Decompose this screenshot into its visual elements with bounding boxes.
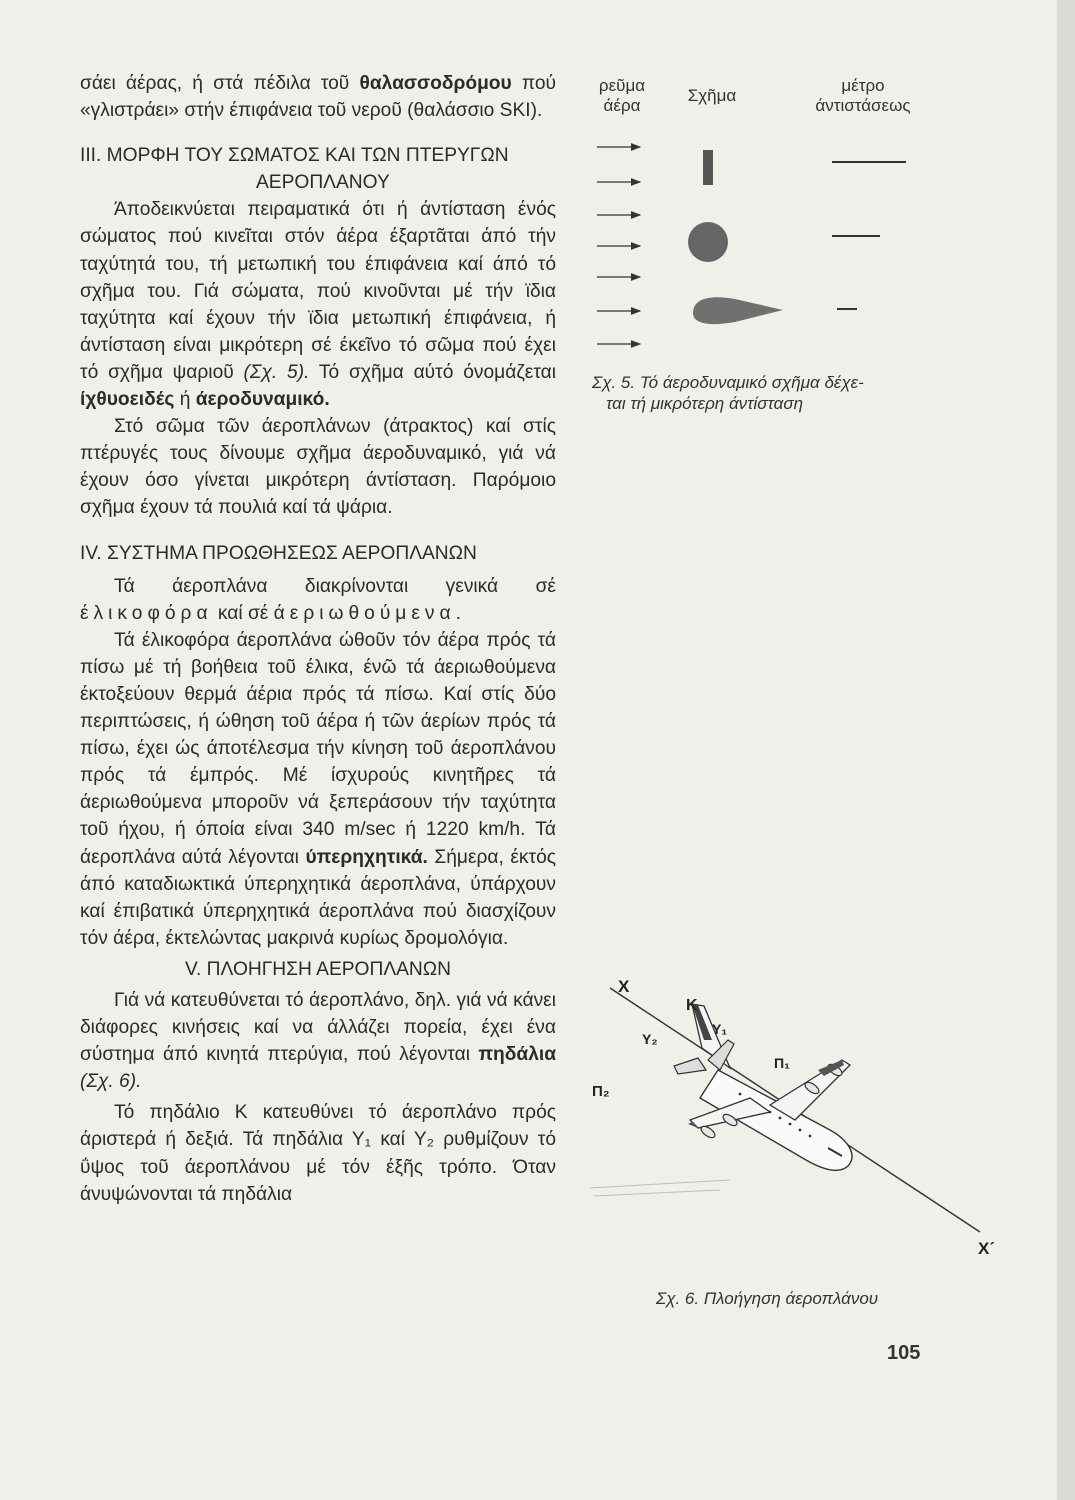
paragraph-navigation: Γιά νά κατευθύνεται τό άεροπλάνο, δηλ. γιά νά κάνει διάφορες κινήσεις καί να άλλάζει πορεία, έχει ένα σύστημα άπό κινητά πτερύγια, πού λέγονται πηδάλια (Σχ. 6).	[80, 990, 556, 1093]
paragraph-resistance: Άποδεικνύεται πειραματικά ότι ή άντίσταση ένός σώματος πού κινεῖται στόν άέρα έξαρτᾶται άπό τήν ταχύτητά του, τή μετωπική του έπιφάνεια καί άπό τό σχῆμα του. Γιά σώματα, πού κινοῦνται μέ τήν ϊδια ταχύτητα καί έχουν τήν ϊδια μετωπική έπιφάνεια, ή άντίσταση είναι μικρότερη σέ έκεῖνο τό σῶμα πού έχει τό σχῆμα ψαριοῦ (Σχ. 5). Τό σχῆμα αύτό όνομάζεται ίχθυοειδές ή άεροδυναμικό.	[80, 199, 556, 411]
paragraph-fuselage: Στό σῶμα τῶν άεροπλάνων (άτρακτος) καί στίς πτέρυγές τους δίνουμε σχῆμα άεροδυναμικό, γιά νά έχουν όσο γίνεται μικρότερη άντίσταση. Παρόμοιο σχῆμα έχουν τά πουλιά καί τά ψάρια.	[80, 416, 556, 519]
label-p1: Π₁	[774, 1055, 790, 1071]
elevator-y2	[674, 1058, 706, 1074]
label-y2: Υ₂	[642, 1031, 658, 1047]
airflow-arrows	[597, 147, 640, 344]
paragraph-continuation: σάει άέρας, ή στά πέδιλα τοῦ θαλασσοδρόμου πού «γλιστράει» στήν έπιφάνεια τοῦ νεροῦ (θαλάσσιο SKI).	[80, 73, 556, 122]
sphere-shape	[688, 222, 728, 262]
section-heading-v: V. ΠΛΟΗΓΗΣΗ ΑΕΡΟΠΛΑΝΩΝ	[184, 958, 451, 980]
fig5-diagram	[585, 135, 930, 365]
section-heading-iv: IV. ΣΥΣΤΗΜΑ ΠΡΟΩΘΗΣΕΩΣ ΑΕΡΟΠΛΑΝΩΝ	[80, 542, 477, 564]
label-y1: Υ₁	[712, 1021, 728, 1037]
teardrop-shape	[693, 297, 783, 324]
label-x-prime: X´	[978, 1239, 995, 1258]
main-text-column	[80, 70, 556, 1208]
paragraph-rudders: Τό πηδάλιο Κ κατευθύνει τό άεροπλάνο πρός άριστερά ή δεξιά. Τά πηδάλια Υ₁ καί Υ₂ ρυθμίζουν τό ΰψος τοῦ άεροπλάνου μέ τόν έξῆς τρόπο. Όταν άνυψώνονται τά πηδάλια	[80, 1102, 556, 1205]
label-k: Κ	[686, 997, 698, 1014]
page-number: 105	[887, 1342, 921, 1364]
fig6-caption: Σχ. 6. Πλοήγηση άεροπλάνου	[656, 1289, 879, 1308]
fig5-caption: Σχ. 5. Τό άεροδυναμικό σχῆμα δέχε- ται τή μικρότερη άντίσταση	[592, 373, 864, 413]
fig5-header-resistance: μέτρο άντιστάσεως	[815, 76, 911, 115]
flat-plate-shape	[703, 150, 713, 185]
paragraph-propulsion: Τά έλικοφόρα άεροπλάνα ώθοῦν τόν άέρα πρός τά πίσω μέ τή βοήθεια τοῦ έλικα, ένῶ τά άεριωθούμενα έκτοξεύουν θερμά άέρια πρός τά πίσω. Καί στίς δύο περιπτώσεις, ή ώθηση τοῦ άέρα ή τῶν άερίων πρός τά πίσω, έχει ώς άποτέλεσμα τήν κίνηση τοῦ άεροπλάνου πρός τά έμπρός. Μέ ίσχυρούς κινητῆρες τά άεριωθούμενα μποροῦν νά ξεπεράσουν τήν ταχύτητα τοῦ ήχου, ή όποία είναι 340 m/sec ή 1220 km/h. Τά άεροπλάνα αύτά λέγονται ύπερηχητικά. Σήμερα, έκτός άπό καταδιωκτικά ύπερηχητικά άεροπλάνα, ύπάρχουν καί έπιβατικά ύπερηχητικά άεροπλάνα πού διασχίζουν τόν άέρα, έκτελώντας μακρινά κυρίως δρομολόγια.	[80, 629, 556, 949]
paragraph-aircraft-types: Τά άεροπλάνα διακρίνονται γενικά σέ έλικοφόρα καί σέ άεριωθούμενα.	[80, 575, 556, 624]
fig6-aircraft-diagram	[580, 970, 1000, 1260]
label-p2: Π₂	[592, 1083, 610, 1100]
fig5-header-shape: Σχῆμα	[687, 86, 737, 105]
section-heading-iii: III. ΜΟΡΦΗ ΤΟΥ ΣΩΜΑΤΟΣ ΚΑΙ ΤΩΝ ΠΤΕΡΥΓΩΝ ΑΕΡΟΠΛΑΝΟΥ	[80, 145, 509, 194]
page-edge-shadow	[1057, 0, 1075, 1500]
label-x: X	[618, 977, 630, 996]
fig5-header-airflow: ρεῦμα άέρα	[598, 76, 646, 115]
